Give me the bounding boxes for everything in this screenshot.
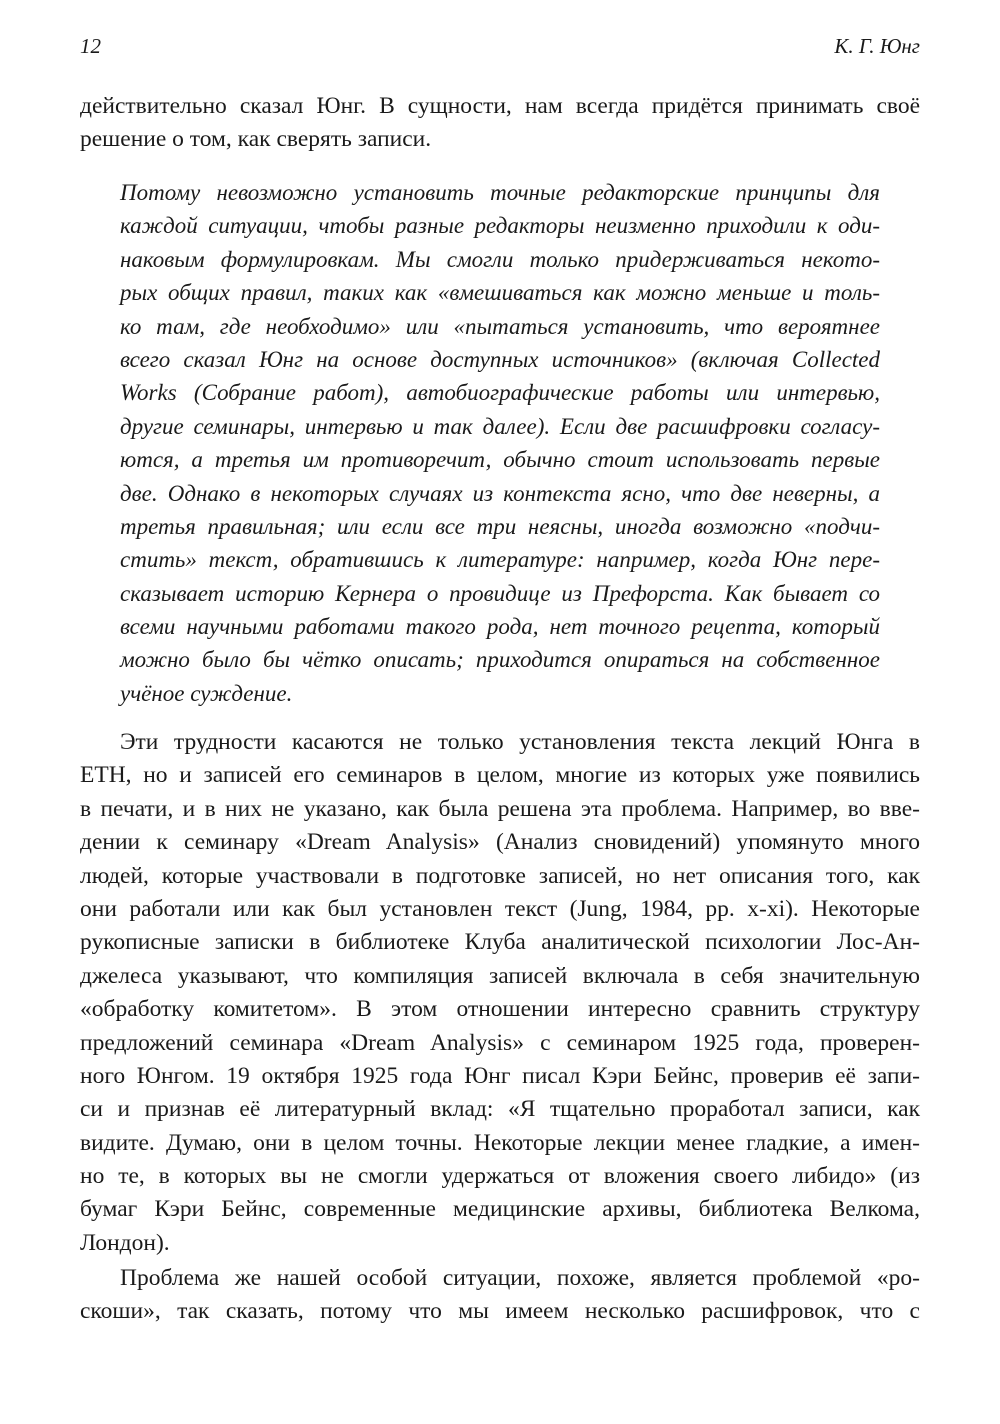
text-line: учёное суждение. — [120, 680, 293, 706]
text-line: предложений семинара «Dream Analysis» с семинаром 1925 года, проверен- — [80, 1029, 920, 1056]
text-line: бумаг Кэри Бейнс, современные медицинские архивы, библиотека Велкома, — [80, 1196, 920, 1223]
text-line: видите. Думаю, они в целом точны. Некоторые лекции менее гладкие, а имен- — [80, 1129, 920, 1156]
text-line: Потому невозможно установить точные редакторские принципы для — [120, 180, 880, 205]
text-line: действительно сказал Юнг. В сущности, нам всегда придётся принимать своё — [80, 93, 920, 119]
text-line: «обработку комитетом». В этом отношении интересно сравнить структуру — [80, 996, 920, 1023]
text-line: дении к семинару «Dream Analysis» (Анализ сновидений) упомянуто много — [80, 829, 920, 856]
paragraph — [80, 726, 920, 1260]
text-line: в печати, и в них не указано, как была решена эта проблема. Например, во вве- — [80, 795, 920, 822]
text-line: Works (Собрание работ), автобиографические работы или интервью, — [120, 380, 880, 406]
text-line: Лондон). — [80, 1229, 170, 1256]
text-line: каждой ситуации, чтобы разные редакторы неизменно приходили к оди- — [120, 213, 880, 239]
text-line: наковым формулировкам. Мы смогли только придерживаться некото- — [120, 246, 880, 272]
text-line: ко там, где необходимо» или «пытаться установить, что вероятнее — [120, 313, 880, 339]
text-line: рых общих правил, таких как «вмешиваться как можно меньше и толь- — [120, 280, 880, 306]
text-line: третья правильная; или если все три неясны, иногда возможно «подчи- — [120, 513, 880, 539]
text-line: рукописные записки в библиотеке Клуба аналитической психологии Лос-Ан- — [80, 929, 920, 956]
text-line: Эти трудности касаются не только установления текста лекций Юнга в — [120, 729, 920, 755]
text-line: другие семинары, интервью и так далее). Если две расшифровки согласу- — [120, 413, 880, 439]
paragraph — [80, 1262, 920, 1329]
text-line: Проблема же нашей особой ситуации, похоже, является проблемой «ро- — [120, 1265, 920, 1291]
page-number: 12 — [80, 34, 101, 58]
text-line: сказывает историю Кернера о провидице из Префорста. Как бывает со — [120, 580, 880, 606]
text-line: ного Юнгом. 19 октября 1925 года Юнг писал Кэри Бейнс, проверив её запи- — [80, 1062, 920, 1089]
running-title: К. Г. Юнг — [834, 34, 920, 58]
text-line: си и признав её литературный вклад: «Я тщательно проработал записи, как — [80, 1096, 920, 1123]
text-line: всего сказал Юнг на основе доступных источников» (включая Collected — [120, 346, 880, 372]
text-line: ETH, но и записей его семинаров в целом, многие из которых уже появились — [80, 762, 920, 789]
paragraph-continuation — [80, 90, 920, 157]
block-quote — [120, 176, 880, 710]
text-line: скоши», так сказать, потому что мы имеем несколько расшифровок, что с — [80, 1298, 920, 1325]
text-line: стить» текст, обратившись к литературе: например, когда Юнг пере- — [120, 547, 880, 573]
text-line: джелеса указывают, что компиляция записей включала в себя значительную — [80, 962, 920, 989]
text-line: можно было бы чётко описать; приходится опираться на собственное — [120, 647, 880, 673]
text-line: людей, которые участвовали в подготовке записей, но нет описания того, как — [80, 862, 920, 889]
text-line: две. Однако в некоторых случаях из контекста ясно, что две неверны, а — [120, 480, 880, 506]
text-line: но те, в которых вы не смогли удержаться от вложения своего либидо» (из — [80, 1163, 920, 1190]
text-line: всеми научными работами такого рода, нет точного рецепта, который — [120, 614, 880, 640]
text-line: они работали или как был установлен текст (Jung, 1984, pp. x-xi). Некоторые — [80, 895, 920, 922]
text-line: решение о том, как сверять записи. — [80, 126, 432, 153]
text-line: ются, а третья им противоречит, обычно стоит использовать первые — [120, 447, 880, 473]
